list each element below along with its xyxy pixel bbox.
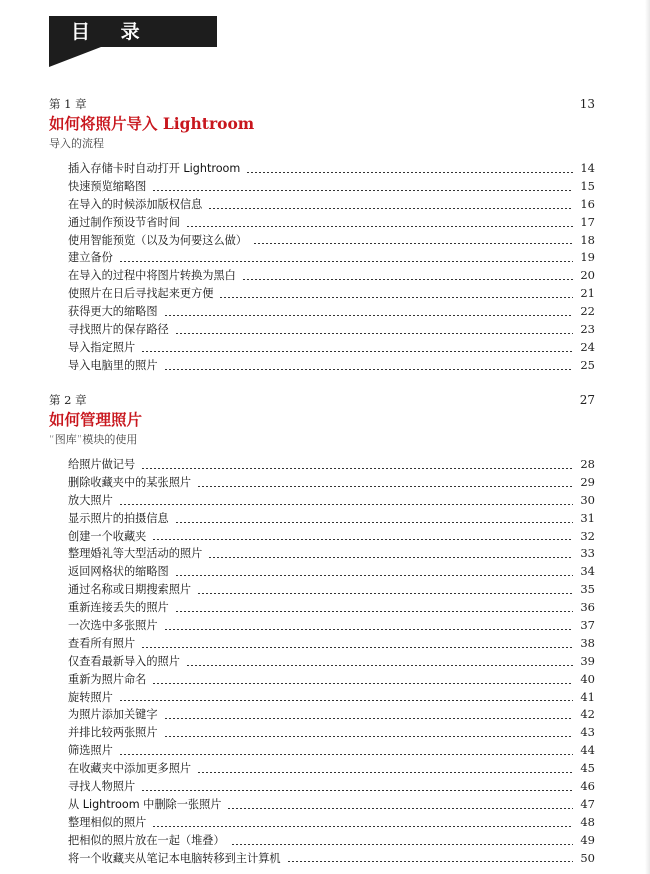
toc-entry (68, 689, 595, 707)
toc-entry-page-number: 19 (580, 250, 595, 265)
dot-leader (152, 539, 573, 540)
toc-list (49, 456, 595, 867)
toc-entry-title: 寻找人物照片 (68, 780, 136, 794)
toc-entry-page-number: 37 (580, 618, 595, 632)
dot-leader (219, 297, 573, 298)
dot-leader (164, 315, 573, 316)
toc-entry-page-number: 48 (580, 814, 595, 829)
toc-entry (68, 492, 595, 510)
toc-entry-page-number: 32 (580, 528, 595, 543)
toc-entry-title: 整理相似的照片 (68, 815, 147, 829)
toc-entry-page-number: 45 (580, 761, 595, 776)
toc-entry-title: 查看所有照片 (68, 636, 136, 650)
toc-entry-title: 在导入的时候添加版权信息 (68, 197, 203, 211)
chapter-page-number: 13 (579, 97, 595, 111)
chapter-subtitle: “图库”模块的使用 (49, 433, 138, 446)
toc-entry (68, 339, 595, 357)
toc-entry (68, 706, 595, 724)
chapter-number: 第 1 章 (49, 97, 87, 111)
toc-entry-page-number: 20 (580, 268, 595, 283)
toc-entry (68, 581, 595, 599)
toc-entry (68, 814, 595, 832)
toc-entry-title: 并排比较两张照片 (68, 726, 158, 740)
toc-entry-page-number: 24 (580, 339, 595, 354)
toc-entry-title: 从 Lightroom 中删除一张照片 (68, 797, 222, 811)
dot-leader (197, 772, 573, 773)
dot-leader (119, 261, 573, 262)
dot-leader (197, 593, 573, 594)
dot-leader (197, 486, 573, 487)
toc-entry-page-number: 42 (580, 707, 595, 722)
dot-leader (164, 736, 573, 737)
chapter-number-row (49, 96, 595, 112)
dot-leader (246, 172, 573, 173)
toc-entry-title: 在导入的过程中将图片转换为黑白 (68, 269, 236, 283)
toc-entry (68, 832, 595, 850)
toc-entry (68, 196, 595, 214)
toc-entry-title: 仅查看最新导入的照片 (68, 654, 180, 668)
toc-list (49, 160, 595, 375)
chapter-2 (49, 392, 595, 867)
chapter-subtitle: 导入的流程 (49, 137, 104, 150)
dot-leader (175, 611, 573, 612)
toc-entry-page-number: 15 (580, 178, 595, 193)
toc-entry (68, 796, 595, 814)
dot-leader (175, 522, 573, 523)
dot-leader (253, 243, 573, 244)
toc-entry-title: 旋转照片 (68, 690, 113, 704)
toc-entry (68, 160, 595, 178)
dot-leader (119, 754, 573, 755)
toc-entry-title: 导入指定照片 (68, 340, 136, 354)
toc-entry-page-number: 39 (580, 653, 595, 668)
toc-entry-page-number: 28 (580, 456, 595, 471)
toc-entry-page-number: 36 (580, 600, 595, 615)
toc-entry (68, 528, 595, 546)
dot-leader (141, 351, 573, 352)
dot-leader (152, 683, 573, 684)
toc-entry-page-number: 18 (580, 232, 595, 247)
toc-entry-title: 通过名称或日期搜索照片 (68, 583, 192, 597)
toc-entry-title: 插入存储卡时自动打开 Lightroom (68, 161, 241, 175)
dot-leader (175, 575, 573, 576)
toc-entry-page-number: 46 (580, 779, 595, 794)
toc-entry-page-number: 44 (580, 743, 595, 758)
toc-entry (68, 617, 595, 635)
toc-entry-title: 删除收藏夹中的某张照片 (68, 475, 192, 489)
toc-entry (68, 303, 595, 321)
dot-leader (186, 226, 573, 227)
toc-entry-title: 在收藏夹中添加更多照片 (68, 762, 192, 776)
dot-leader (164, 629, 573, 630)
dot-leader (175, 333, 573, 334)
toc-entry-title: 建立备份 (68, 251, 113, 265)
toc-entry (68, 510, 595, 528)
toc-entry-title: 获得更大的缩略图 (68, 305, 158, 319)
dot-leader (164, 369, 573, 370)
toc-entry-title: 为照片添加关键字 (68, 708, 158, 722)
toc-entry (68, 474, 595, 492)
toc-entry (68, 850, 595, 868)
toc-entry (68, 285, 595, 303)
toc-entry-title: 重新连接丢失的照片 (68, 601, 169, 615)
dot-leader (152, 826, 573, 827)
toc-entry-page-number: 25 (580, 357, 595, 372)
toc-entry-page-number: 49 (580, 832, 595, 847)
toc-entry (68, 214, 595, 232)
toc-entry-page-number: 23 (580, 322, 595, 336)
page-title: 目 录 (71, 21, 152, 43)
toc-entry-title: 放大照片 (68, 493, 113, 507)
page-edge-shadow (645, 0, 650, 874)
toc-entry (68, 456, 595, 474)
toc-entry (68, 599, 595, 617)
toc-entry-page-number: 43 (580, 725, 595, 740)
toc-entry-title: 通过制作预设节省时间 (68, 215, 180, 229)
toc-entry-title: 寻找照片的保存路径 (68, 323, 169, 336)
toc-entry (68, 635, 595, 653)
toc-entry-title: 显示照片的拍摄信息 (68, 511, 169, 525)
toc-entry (68, 545, 595, 563)
toc-entry-title: 整理婚礼等大型活动的照片 (68, 547, 203, 561)
toc-entry-page-number: 16 (580, 196, 595, 211)
toc-entry (68, 760, 595, 778)
toc-entry-page-number: 31 (580, 510, 595, 525)
chapter-title: 如何将照片导入 Lightroom (49, 114, 255, 133)
toc-entry-title: 导入电脑里的照片 (68, 358, 158, 372)
toc-entry (68, 357, 595, 375)
dot-leader (152, 190, 573, 191)
toc-entry-title: 把相似的照片放在一起（堆叠） (68, 833, 225, 847)
toc-entry-page-number: 21 (580, 286, 595, 301)
toc-entry (68, 671, 595, 689)
toc-entry-page-number: 47 (580, 796, 595, 811)
toc-entry-title: 使照片在日后寻找起来更方便 (68, 287, 214, 301)
toc-entry-page-number: 50 (580, 850, 595, 865)
dot-leader (186, 665, 573, 666)
toc-entry (68, 724, 595, 742)
dot-leader (227, 808, 573, 809)
toc-entry-page-number: 41 (580, 689, 595, 704)
toc-entry-title: 给照片做记号 (68, 457, 136, 471)
toc-entry-title: 快速预览缩略图 (68, 179, 147, 193)
toc-entry-title: 筛选照片 (68, 744, 113, 758)
toc-entry-page-number: 30 (580, 492, 595, 507)
toc-entry-title: 返回网格状的缩略图 (68, 565, 169, 579)
toc-entry (68, 653, 595, 671)
dot-leader (287, 861, 573, 862)
toc-entry-title: 将一个收藏夹从笔记本电脑转移到主计算机 (68, 851, 281, 865)
toc-entry (68, 232, 595, 250)
toc-entry (68, 563, 595, 581)
dot-leader (231, 844, 573, 845)
toc-entry-title: 一次选中多张照片 (68, 619, 158, 632)
toc-entry-page-number: 29 (580, 474, 595, 489)
toc-entry-page-number: 38 (580, 635, 595, 650)
toc-entry (68, 778, 595, 796)
dot-leader (119, 504, 573, 505)
toc-entry-page-number: 40 (580, 671, 595, 686)
toc-entry-title: 创建一个收藏夹 (68, 529, 147, 543)
toc-entry-title: 重新为照片命名 (68, 672, 147, 686)
dot-leader (164, 718, 573, 719)
toc-entry-page-number: 33 (580, 546, 595, 561)
toc-entry (68, 249, 595, 267)
chapter-title: 如何管理照片 (49, 410, 143, 429)
toc-entry-page-number: 14 (580, 160, 595, 175)
dot-leader (242, 279, 573, 280)
chapter-1 (49, 96, 595, 375)
chapter-page-number: 27 (579, 393, 595, 407)
title-banner-tail (49, 47, 101, 67)
dot-leader (208, 208, 573, 209)
dot-leader (141, 647, 573, 648)
dot-leader (119, 700, 573, 701)
dot-leader (141, 790, 573, 791)
toc-entry-title: 使用智能预览（以及为何要这么做） (68, 233, 248, 247)
toc-entry-page-number: 22 (580, 304, 595, 319)
toc-entry-page-number: 34 (580, 564, 595, 579)
toc-entry-page-number: 35 (580, 582, 595, 597)
toc-entry-page-number: 17 (580, 214, 595, 229)
dot-leader (208, 557, 573, 558)
toc-entry (68, 267, 595, 285)
chapter-number: 第 2 章 (49, 393, 87, 407)
toc-entry (68, 321, 595, 339)
dot-leader (141, 468, 573, 469)
toc-entry (68, 178, 595, 196)
toc-entry (68, 742, 595, 760)
chapter-number-row (49, 392, 595, 408)
